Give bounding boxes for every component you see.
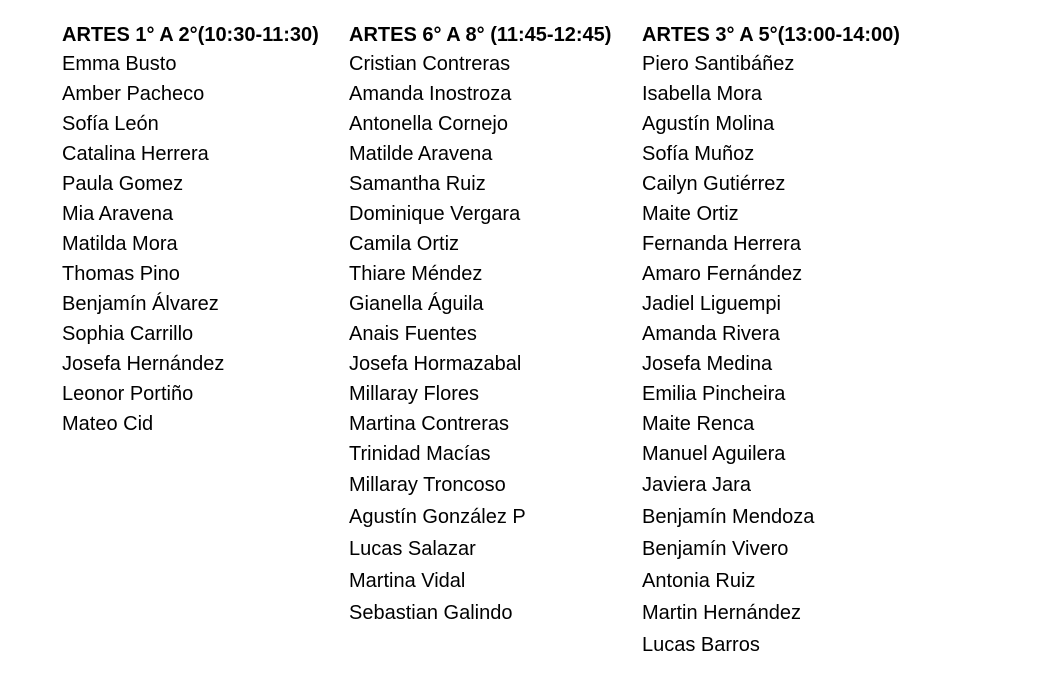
student-name: Cailyn Gutiérrez [642, 173, 786, 195]
student-list [62, 49, 319, 439]
student-name: Anais Fuentes [349, 323, 477, 345]
student-name: Amanda Rivera [642, 323, 780, 345]
student-name: Mia Aravena [62, 203, 174, 225]
student-name: Jadiel Liguempi [642, 293, 781, 315]
student-name: Emilia Pincheira [642, 383, 786, 405]
student-name: Lucas Salazar [349, 538, 476, 560]
student-name: Thiare Méndez [349, 263, 483, 285]
student-name: Martina Vidal [349, 570, 466, 592]
student-name: Millaray Troncoso [349, 474, 506, 496]
student-name: Matilda Mora [62, 233, 178, 255]
student-name: Samantha Ruiz [349, 173, 486, 195]
student-name: Josefa Medina [642, 353, 773, 375]
student-name: Mateo Cid [62, 413, 154, 435]
student-name: Thomas Pino [62, 263, 180, 285]
student-name: Sebastian Galindo [349, 602, 513, 624]
student-name: Emma Busto [62, 53, 177, 75]
column-header: ARTES 3° A 5°(13:00-14:00) [642, 24, 900, 46]
student-list [642, 49, 900, 661]
student-name: Millaray Flores [349, 383, 480, 405]
student-name: Josefa Hormazabal [349, 353, 522, 375]
student-name: Benjamín Mendoza [642, 506, 815, 528]
student-name: Leonor Portiño [62, 383, 194, 405]
student-name: Agustín González P [349, 506, 526, 528]
student-name: Lucas Barros [642, 634, 760, 656]
student-name: Matilde Aravena [349, 143, 493, 165]
student-name: Sofía León [62, 113, 159, 135]
student-name: Catalina Herrera [62, 143, 209, 165]
student-name: Camila Ortiz [349, 233, 460, 255]
student-name: Sofía Muñoz [642, 143, 755, 165]
student-name: Benjamín Álvarez [62, 293, 219, 315]
student-name: Cristian Contreras [349, 53, 511, 75]
roster-column-artes-6-8 [349, 21, 611, 629]
student-name: Amber Pacheco [62, 83, 205, 105]
student-name: Amaro Fernández [642, 263, 803, 285]
student-name: Javiera Jara [642, 474, 751, 496]
student-name: Martina Contreras [349, 413, 510, 435]
student-name: Fernanda Herrera [642, 233, 801, 255]
student-name: Dominique Vergara [349, 203, 521, 225]
student-name: Isabella Mora [642, 83, 763, 105]
student-name: Maite Renca [642, 413, 755, 435]
student-name: Gianella Águila [349, 293, 484, 315]
student-name: Antonella Cornejo [349, 113, 508, 135]
student-name: Benjamín Vivero [642, 538, 789, 560]
student-name: Piero Santibáñez [642, 53, 795, 75]
student-name: Josefa Hernández [62, 353, 225, 375]
student-name: Paula Gomez [62, 173, 184, 195]
column-header: ARTES 6° A 8° (11:45-12:45) [349, 24, 612, 46]
student-name: Amanda Inostroza [349, 83, 512, 105]
student-name: Agustín Molina [642, 113, 775, 135]
student-name: Antonia Ruiz [642, 570, 756, 592]
column-header: ARTES 1° A 2°(10:30-11:30) [62, 24, 319, 46]
student-name: Maite Ortiz [642, 203, 739, 225]
student-name: Trinidad Macías [349, 443, 491, 465]
student-name: Manuel Aguilera [642, 443, 786, 465]
student-name: Sophia Carrillo [62, 323, 194, 345]
roster-column-artes-1-2 [62, 21, 319, 439]
roster-column-artes-3-5 [642, 21, 900, 661]
student-name: Martin Hernández [642, 602, 801, 624]
student-list [349, 49, 611, 629]
